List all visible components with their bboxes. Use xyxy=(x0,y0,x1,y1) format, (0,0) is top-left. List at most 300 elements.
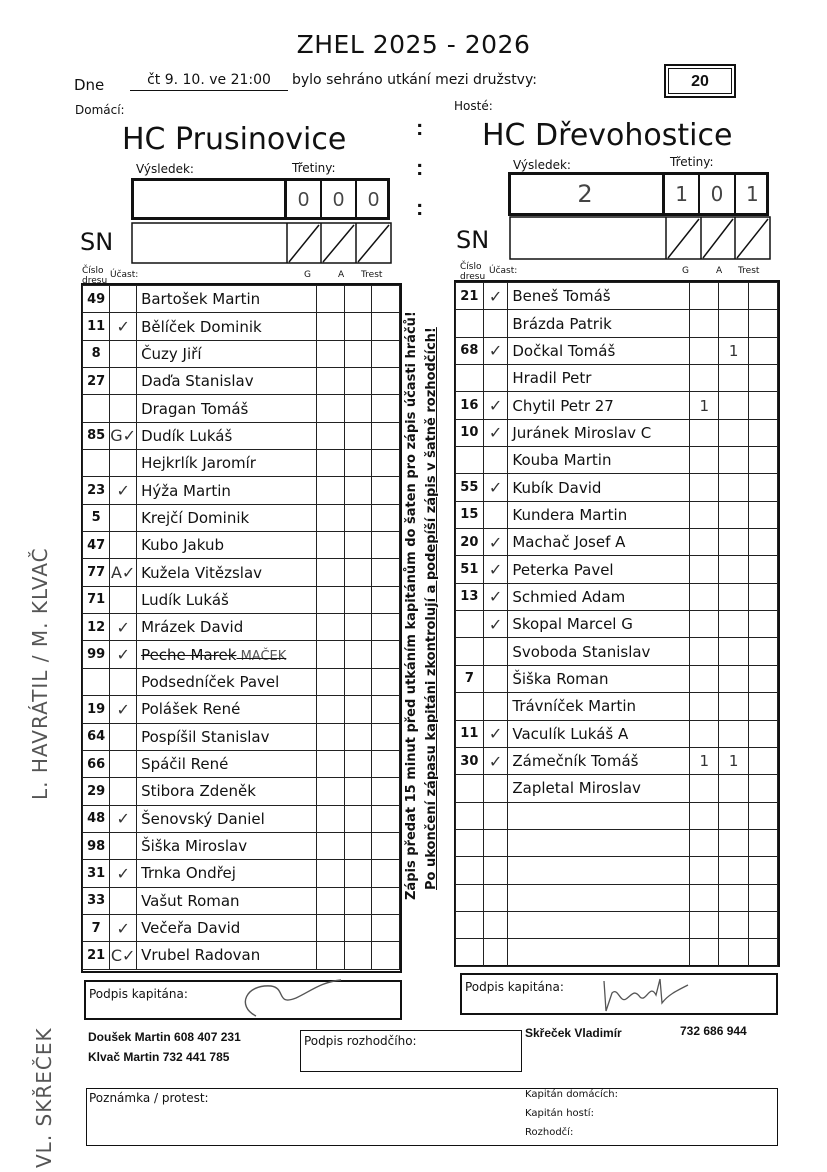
home-player-number xyxy=(83,450,110,477)
middle-note-2: Po ukončení zápasu kapitáni zkontrolují a podepíší zápis v šatně rozhodčích! xyxy=(424,327,439,890)
home-player-attendance: ✓ xyxy=(110,696,137,723)
home-player-assists xyxy=(344,395,372,422)
home-player-row xyxy=(83,778,400,805)
home-player-row xyxy=(83,860,400,887)
away-player-goals xyxy=(690,611,719,638)
home-player-name: Vrubel Radovan xyxy=(137,942,317,969)
home-player-attendance xyxy=(110,532,137,559)
home-player-assists xyxy=(344,532,372,559)
home-player-name: Pospíšil Stanislav xyxy=(137,723,317,750)
away-player-name: Juránek Miroslav C xyxy=(508,419,690,446)
home-player-attendance xyxy=(110,750,137,777)
home-player-penalty xyxy=(372,286,400,313)
away-player-goals xyxy=(690,583,719,610)
home-player-row xyxy=(83,696,400,723)
away-player-assists xyxy=(719,829,748,856)
away-player-goals xyxy=(690,365,719,392)
away-captain-sign-box xyxy=(460,973,778,1015)
home-player-goals xyxy=(317,696,345,723)
away-player-assists xyxy=(719,392,748,419)
middle-note-1: Zápis předat 15 minut před utkáním kapitánům do šaten pro zápis účasti hráčů! xyxy=(404,311,419,900)
away-player-penalty xyxy=(748,556,777,583)
home-player-number: 99 xyxy=(83,641,110,668)
home-player-attendance: G✓ xyxy=(110,422,137,449)
away-player-row xyxy=(456,775,778,802)
away-player-number xyxy=(456,447,484,474)
away-player-assists xyxy=(719,884,748,911)
home-player-attendance: ✓ xyxy=(110,477,137,504)
away-player-row xyxy=(456,747,778,774)
home-player-assists xyxy=(344,914,372,941)
away-captain-signature xyxy=(598,973,698,1017)
away-player-goals xyxy=(690,638,719,665)
home-player-penalty xyxy=(372,450,400,477)
away-player-goals xyxy=(690,911,719,938)
home-player-row xyxy=(83,286,400,313)
home-player-row xyxy=(83,477,400,504)
away-player-goals xyxy=(690,501,719,528)
away-player-assists xyxy=(719,583,748,610)
away-player-attendance xyxy=(483,802,508,829)
home-player-name: Podsedníček Pavel xyxy=(137,668,317,695)
away-player-number xyxy=(456,638,484,665)
home-player-goals xyxy=(317,942,345,969)
away-player-assists: 1 xyxy=(719,337,748,364)
away-player-penalty xyxy=(748,392,777,419)
away-player-goals xyxy=(690,419,719,446)
away-player-penalty xyxy=(748,638,777,665)
away-player-penalty xyxy=(748,337,777,364)
margin-handwriting-2: VL. SKŘEČEK xyxy=(32,1027,56,1168)
date-value: čt 9. 10. ve 21:00 xyxy=(130,72,288,91)
away-player-name xyxy=(508,911,690,938)
home-player-row xyxy=(83,887,400,914)
home-player-assists xyxy=(344,477,372,504)
away-player-number xyxy=(456,693,484,720)
home-player-penalty xyxy=(372,860,400,887)
home-player-assists xyxy=(344,696,372,723)
home-player-penalty xyxy=(372,368,400,395)
home-player-assists xyxy=(344,750,372,777)
home-player-name: Hejkrlík Jaromír xyxy=(137,450,317,477)
home-player-name: Čuzy Jiří xyxy=(137,340,317,367)
home-player-goals xyxy=(317,477,345,504)
home-player-penalty xyxy=(372,340,400,367)
home-period-2: 0 xyxy=(322,178,357,220)
home-player-goals xyxy=(317,395,345,422)
away-player-name: Chytil Petr 27 xyxy=(508,392,690,419)
home-player-assists xyxy=(344,778,372,805)
home-player-attendance xyxy=(110,887,137,914)
home-player-number: 85 xyxy=(83,422,110,449)
away-player-assists xyxy=(719,283,748,310)
away-player-number: 55 xyxy=(456,474,484,501)
home-player-row xyxy=(83,750,400,777)
home-player-goals xyxy=(317,614,345,641)
home-player-number: 7 xyxy=(83,914,110,941)
away-player-name: Schmied Adam xyxy=(508,583,690,610)
away-player-number: 15 xyxy=(456,501,484,528)
home-captain-signature xyxy=(226,976,346,1022)
away-player-goals: 1 xyxy=(690,392,719,419)
away-player-goals xyxy=(690,884,719,911)
away-player-goals xyxy=(690,665,719,692)
home-player-number: 71 xyxy=(83,586,110,613)
home-player-assists xyxy=(344,559,372,586)
referee-sign-box xyxy=(300,1030,522,1072)
away-player-assists xyxy=(719,638,748,665)
home-player-goals xyxy=(317,559,345,586)
away-player-attendance xyxy=(483,501,508,528)
away-player-name: Trávníček Martin xyxy=(508,693,690,720)
away-player-number xyxy=(456,611,484,638)
away-player-goals xyxy=(690,802,719,829)
captain-away-label: Kapitán hostí: xyxy=(525,1108,594,1119)
away-player-penalty xyxy=(748,720,777,747)
away-player-penalty xyxy=(748,665,777,692)
home-player-name: Spáčil René xyxy=(137,750,317,777)
away-player-name: Zapletal Miroslav xyxy=(508,775,690,802)
home-player-penalty xyxy=(372,559,400,586)
home-player-goals xyxy=(317,750,345,777)
away-sn-box xyxy=(509,216,771,260)
away-player-number: 10 xyxy=(456,419,484,446)
home-player-name: Trnka Ondřej xyxy=(137,860,317,887)
away-player-name: Vaculík Lukáš A xyxy=(508,720,690,747)
home-player-goals xyxy=(317,532,345,559)
away-player-assists xyxy=(719,611,748,638)
away-player-row xyxy=(456,884,778,911)
home-player-penalty xyxy=(372,887,400,914)
away-player-attendance xyxy=(483,365,508,392)
home-player-number xyxy=(83,668,110,695)
home-player-penalty xyxy=(372,641,400,668)
away-player-penalty xyxy=(748,501,777,528)
away-player-row xyxy=(456,911,778,938)
away-col-g: G xyxy=(682,266,689,276)
home-player-goals xyxy=(317,340,345,367)
home-player-goals xyxy=(317,887,345,914)
home-player-number: 33 xyxy=(83,887,110,914)
away-player-assists xyxy=(719,775,748,802)
home-player-assists xyxy=(344,942,372,969)
home-player-number: 19 xyxy=(83,696,110,723)
away-player-penalty xyxy=(748,447,777,474)
home-player-attendance: ✓ xyxy=(110,614,137,641)
away-player-attendance xyxy=(483,665,508,692)
away-player-row xyxy=(456,529,778,556)
away-player-row xyxy=(456,611,778,638)
home-player-penalty xyxy=(372,477,400,504)
home-player-name: Stibora Zdeněk xyxy=(137,778,317,805)
home-player-row xyxy=(83,313,400,340)
home-player-attendance: ✓ xyxy=(110,860,137,887)
away-player-row xyxy=(456,638,778,665)
match-number-box xyxy=(664,64,736,98)
away-player-attendance: ✓ xyxy=(483,419,508,446)
away-player-row xyxy=(456,419,778,446)
away-player-number: 13 xyxy=(456,583,484,610)
away-periods xyxy=(665,172,769,216)
home-role-label: Domácí: xyxy=(75,103,125,117)
home-player-assists xyxy=(344,805,372,832)
home-player-assists xyxy=(344,860,372,887)
home-player-attendance xyxy=(110,668,137,695)
away-player-attendance: ✓ xyxy=(483,720,508,747)
away-periods-label: Třetiny: xyxy=(670,155,714,169)
away-player-row xyxy=(456,857,778,884)
away-player-goals xyxy=(690,939,719,966)
home-player-assists xyxy=(344,450,372,477)
away-player-penalty xyxy=(748,857,777,884)
home-player-penalty xyxy=(372,942,400,969)
home-player-goals xyxy=(317,422,345,449)
home-player-number: 5 xyxy=(83,504,110,531)
away-player-number xyxy=(456,365,484,392)
away-player-number: 11 xyxy=(456,720,484,747)
home-player-penalty xyxy=(372,586,400,613)
away-player-name xyxy=(508,857,690,884)
home-roster-table xyxy=(82,285,400,970)
away-player-number xyxy=(456,802,484,829)
home-player-goals xyxy=(317,778,345,805)
home-player-attendance: C✓ xyxy=(110,942,137,969)
home-player-row xyxy=(83,504,400,531)
home-player-assists xyxy=(344,614,372,641)
away-player-number xyxy=(456,939,484,966)
home-col-cislo: Číslo dresu xyxy=(82,266,108,286)
away-player-assists xyxy=(719,857,748,884)
away-roster-table xyxy=(455,282,778,967)
away-player-penalty xyxy=(748,775,777,802)
home-periods xyxy=(287,178,390,220)
away-player-row xyxy=(456,337,778,364)
away-player-assists xyxy=(719,419,748,446)
home-player-row xyxy=(83,395,400,422)
home-player-name-struck: Peche Marek xyxy=(141,645,237,664)
away-player-penalty xyxy=(748,474,777,501)
away-player-penalty xyxy=(748,365,777,392)
away-role-label: Hosté: xyxy=(454,99,493,113)
home-period-3: 0 xyxy=(367,189,380,211)
home-player-attendance xyxy=(110,778,137,805)
away-player-row xyxy=(456,556,778,583)
home-player-goals xyxy=(317,368,345,395)
away-player-attendance: ✓ xyxy=(483,337,508,364)
home-player-number: 77 xyxy=(83,559,110,586)
home-player-assists xyxy=(344,832,372,859)
away-contact-name: Skřeček Vladimír xyxy=(525,1026,622,1040)
home-player-name: Dragan Tomáš xyxy=(137,395,317,422)
away-player-goals xyxy=(690,474,719,501)
home-player-name: Hýža Martin xyxy=(137,477,317,504)
home-player-goals xyxy=(317,668,345,695)
home-player-assists xyxy=(344,340,372,367)
home-player-name-correction: MAČEK xyxy=(236,648,287,664)
away-player-goals xyxy=(690,829,719,856)
referee-label: Rozhodčí: xyxy=(525,1127,574,1138)
away-player-row xyxy=(456,392,778,419)
away-player-name: Beneš Tomáš xyxy=(508,283,690,310)
home-captain-sign-box xyxy=(84,980,402,1020)
away-player-number: 20 xyxy=(456,529,484,556)
home-player-row xyxy=(83,832,400,859)
away-player-assists xyxy=(719,802,748,829)
home-player-goals xyxy=(317,723,345,750)
home-player-name: Polášek René xyxy=(137,696,317,723)
home-player-penalty xyxy=(372,696,400,723)
away-player-goals xyxy=(690,693,719,720)
away-player-row xyxy=(456,939,778,966)
home-player-name: Ludík Lukáš xyxy=(137,586,317,613)
home-player-name: Kužela Vitězslav xyxy=(137,559,317,586)
away-player-attendance: ✓ xyxy=(483,283,508,310)
home-player-attendance: ✓ xyxy=(110,313,137,340)
home-player-assists xyxy=(344,723,372,750)
home-player-goals xyxy=(317,586,345,613)
home-col-a: A xyxy=(338,270,345,280)
away-player-row xyxy=(456,829,778,856)
away-player-attendance xyxy=(483,775,508,802)
away-player-goals xyxy=(690,447,719,474)
home-sn-label: SN xyxy=(80,228,114,256)
home-player-number: 12 xyxy=(83,614,110,641)
home-player-penalty xyxy=(372,832,400,859)
home-player-name: Šiška Miroslav xyxy=(137,832,317,859)
home-player-penalty xyxy=(372,313,400,340)
away-player-assists xyxy=(719,501,748,528)
away-col-cislo: Číslo dresu xyxy=(460,262,486,282)
home-player-goals xyxy=(317,914,345,941)
home-captain-sign-label: Podpis kapitána: xyxy=(89,987,188,1001)
home-player-row xyxy=(83,723,400,750)
home-player-penalty xyxy=(372,805,400,832)
away-player-row xyxy=(456,283,778,310)
away-player-penalty xyxy=(748,310,777,337)
away-player-number xyxy=(456,775,484,802)
away-player-number xyxy=(456,857,484,884)
home-period-1: 0 xyxy=(287,178,322,220)
home-player-attendance: ✓ xyxy=(110,914,137,941)
away-player-assists xyxy=(719,693,748,720)
away-player-attendance: ✓ xyxy=(483,529,508,556)
home-player-row xyxy=(83,532,400,559)
home-player-row xyxy=(83,805,400,832)
home-player-name: Bartošek Martin xyxy=(137,286,317,313)
date-label: Dne xyxy=(74,76,105,94)
away-player-assists xyxy=(719,529,748,556)
away-player-name: Šiška Roman xyxy=(508,665,690,692)
away-player-goals xyxy=(690,337,719,364)
home-contact-1: Doušek Martin 608 407 231 xyxy=(88,1030,241,1044)
home-player-attendance xyxy=(110,723,137,750)
home-player-penalty xyxy=(372,914,400,941)
home-player-row xyxy=(83,668,400,695)
home-periods-label: Třetiny: xyxy=(292,161,336,175)
away-player-penalty xyxy=(748,939,777,966)
away-player-name: Peterka Pavel xyxy=(508,556,690,583)
page-title: ZHEL 2025 - 2026 xyxy=(296,30,531,59)
home-player-attendance xyxy=(110,450,137,477)
away-player-name: Dočkal Tomáš xyxy=(508,337,690,364)
home-player-assists xyxy=(344,286,372,313)
home-player-attendance xyxy=(110,504,137,531)
home-player-assists xyxy=(344,668,372,695)
home-player-number: 48 xyxy=(83,805,110,832)
away-player-attendance: ✓ xyxy=(483,392,508,419)
away-player-goals xyxy=(690,857,719,884)
home-player-goals xyxy=(317,313,345,340)
away-player-assists: 1 xyxy=(719,747,748,774)
away-player-number: 68 xyxy=(456,337,484,364)
match-number: 20 xyxy=(668,68,732,94)
home-player-penalty xyxy=(372,778,400,805)
home-player-name: Krejčí Dominik xyxy=(137,504,317,531)
away-player-attendance: ✓ xyxy=(483,474,508,501)
away-player-name xyxy=(508,884,690,911)
away-contact-phone: 732 686 944 xyxy=(680,1024,747,1038)
home-player-number: 66 xyxy=(83,750,110,777)
home-col-ucast: Účast: xyxy=(110,270,139,280)
home-result-label: Výsledek: xyxy=(136,162,194,176)
away-team-name: HC Dřevohostice xyxy=(482,118,733,153)
captain-home-label: Kapitán domácích: xyxy=(525,1089,619,1100)
away-player-attendance: ✓ xyxy=(483,611,508,638)
home-player-goals xyxy=(317,832,345,859)
away-player-attendance xyxy=(483,857,508,884)
home-player-number: 64 xyxy=(83,723,110,750)
away-player-name xyxy=(508,829,690,856)
away-player-row xyxy=(456,365,778,392)
away-col-a: A xyxy=(716,266,723,276)
home-player-name: Daďa Stanislav xyxy=(137,368,317,395)
away-player-attendance xyxy=(483,638,508,665)
home-player-name: Šenovský Daniel xyxy=(137,805,317,832)
away-player-name: Svoboda Stanislav xyxy=(508,638,690,665)
home-contact-2: Klvač Martin 732 441 785 xyxy=(88,1050,230,1064)
away-period-3: 1 xyxy=(745,182,759,206)
home-player-name: Vašut Roman xyxy=(137,887,317,914)
home-player-penalty xyxy=(372,532,400,559)
home-player-assists xyxy=(344,313,372,340)
away-player-assists xyxy=(719,310,748,337)
margin-handwriting-1: L. HAVRÁTIL / M. KLVAČ xyxy=(28,547,52,800)
away-player-goals xyxy=(690,775,719,802)
home-player-number: 31 xyxy=(83,860,110,887)
home-player-row xyxy=(83,450,400,477)
away-player-number xyxy=(456,310,484,337)
away-player-row xyxy=(456,310,778,337)
home-player-penalty xyxy=(372,395,400,422)
home-player-penalty xyxy=(372,614,400,641)
away-player-row xyxy=(456,474,778,501)
away-player-name xyxy=(508,939,690,966)
home-player-attendance xyxy=(110,368,137,395)
away-player-attendance: ✓ xyxy=(483,556,508,583)
away-player-name: Brázda Patrik xyxy=(508,310,690,337)
home-player-attendance xyxy=(110,340,137,367)
away-player-row xyxy=(456,720,778,747)
away-player-assists xyxy=(719,556,748,583)
home-result xyxy=(131,178,287,220)
home-player-assists xyxy=(344,422,372,449)
away-player-row xyxy=(456,802,778,829)
away-player-number xyxy=(456,884,484,911)
away-player-penalty xyxy=(748,829,777,856)
away-player-goals xyxy=(690,283,719,310)
away-player-attendance xyxy=(483,693,508,720)
home-col-g: G xyxy=(304,270,311,280)
